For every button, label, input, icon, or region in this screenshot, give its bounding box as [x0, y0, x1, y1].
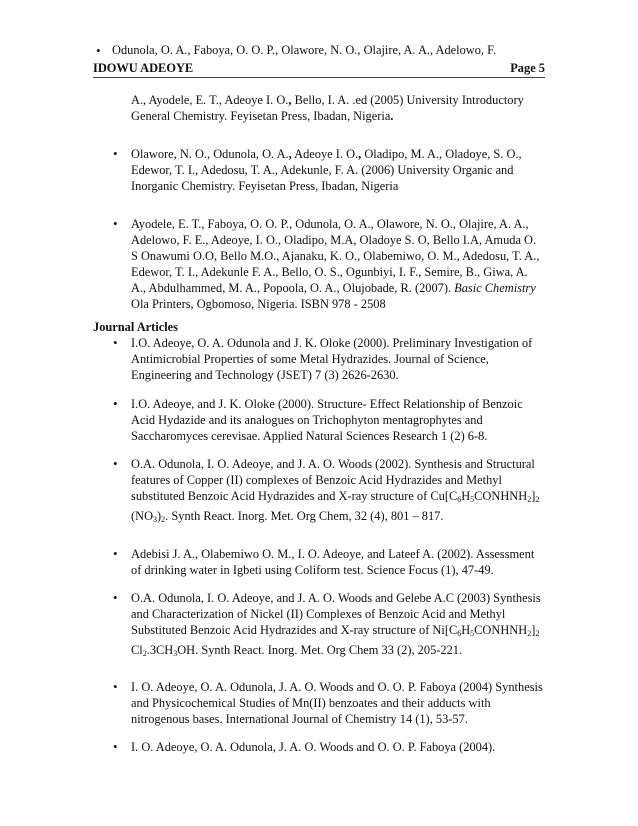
subscript: 2 — [527, 629, 532, 638]
entry-text: , — [288, 93, 292, 107]
header-name: IDOWU ADEOYE — [93, 61, 194, 75]
entry-text: O.A. Odunola, I. O. Adeoye, and J. A. O. Woods (2002). Synthesis and Structural features of Copper (II) complexes of Benzoic Acid Hydrazides and Methyl substituted Benzoic Acid Hydrazides and X-ray structure of Cu[C — [131, 457, 535, 503]
entry-text: , — [288, 147, 292, 161]
bullet-icon: • — [113, 456, 118, 471]
subscript: 2 — [142, 649, 147, 658]
book-title: Basic Chemistry — [454, 281, 536, 295]
page-number: Page 5 — [510, 61, 545, 75]
list-item — [131, 92, 544, 124]
list-item — [113, 456, 544, 528]
list-item — [113, 590, 544, 662]
entry-text: A., Ayodele, E. T., Adeoye I. O. — [131, 93, 289, 107]
entry-text: Cl — [131, 643, 143, 657]
subscript: 6 — [457, 495, 462, 504]
subscript: 2 — [527, 495, 532, 504]
entry-text: I.O. Adeoye, O. A. Odunola and J. K. Oloke (2000). Preliminary Investigation of Antimicrobial Properties of some Metal Hydrazides. Journal of Science, Engineering and Technology (JSET) 7 (3) 2626-2630. — [131, 336, 533, 382]
entry-text: Adebisi J. A., Olabemiwo O. M., I. O. Adeoye, and Lateef A. (2002). Assessment of drinking water in Igbeti using Coliform test. Science Focus (1), 47-49. — [131, 547, 535, 577]
entry-text: Bello, I. A. .ed (2005) University Introductory General Chemistry. Feyisetan Press, Ibadan, Nigeria — [131, 93, 524, 123]
entry-text: OH. Synth React. Inorg. Met. Org Chem 33 (2), 205-221. — [177, 643, 463, 657]
list-item — [96, 42, 542, 59]
bullet-icon: • — [113, 739, 118, 754]
bullet-icon: • — [113, 590, 118, 605]
entry-text: Adeoye I. O. — [291, 147, 359, 161]
subscript: 5 — [470, 629, 475, 638]
entry-text: I. O. Adeoye, O. A. Odunola, J. A. O. Woods and O. O. P. Faboya (2004) Synthesis and Physicochemical Studies of Mn(II) benzoates and their adducts with nitrogenous bases. International Journal of Chemistry 14 (1), 53-57. — [131, 680, 543, 726]
list-item — [113, 679, 544, 727]
entry-text: . — [390, 109, 394, 123]
entry-text: ] — [531, 489, 536, 503]
list-item — [113, 546, 544, 578]
entry-text: ] — [531, 623, 536, 637]
entry-text: .3CH — [146, 643, 174, 657]
bullet-icon: • — [113, 216, 118, 231]
subscript: 5 — [470, 495, 475, 504]
entry-text: H — [461, 489, 471, 503]
bullet-icon: • — [113, 146, 118, 161]
entry-text: , — [358, 147, 362, 161]
list-item — [113, 335, 544, 383]
bullet-icon: • — [113, 335, 118, 350]
list-item — [113, 146, 544, 194]
entry-text: (NO — [131, 509, 154, 523]
entry-text: Ola Printers, Ogbomoso, Nigeria. ISBN 978 - 2508 — [131, 297, 386, 311]
list-item — [113, 739, 544, 755]
section-title: Journal Articles — [93, 320, 179, 334]
subscript: 3 — [153, 515, 158, 524]
subscript: 2 — [161, 515, 166, 524]
entry-text: Olawore, N. O., Odunola, O. A. — [131, 147, 289, 161]
bullet-icon: • — [113, 679, 118, 694]
entry-text: CONHNH — [474, 489, 528, 503]
entry-text: H — [461, 623, 471, 637]
bullet-icon: • — [113, 396, 118, 411]
list-item — [113, 396, 544, 444]
entry-text: Oladipo, M. A., Oladoye, S. O., Edewor, T. I., Adedosu, T. A., Adekunle, F. A. (2006) University Organic and Inorganic Chemistry. Feyisetan Press, Ibadan, Nigeria — [131, 147, 522, 193]
entry-text: I.O. Adeoye, and J. K. Oloke (2000). Structure- Effect Relationship of Benzoic Acid Hydazide and its analogues on Trichophyton mentagrophytes and Saccharomyces cerevisae. Applied Natural Sciences Research 1 (2) 6-8. — [131, 397, 523, 443]
top-entry-text: Odunola, O. A., Faboya, O. O. P., Olawore, N. O., Olajire, A. A., Adelowo, F. — [112, 43, 497, 57]
entry-text: ) — [157, 509, 162, 523]
entry-text: Ayodele, E. T., Faboya, O. O. P., Odunola, O. A., Olawore, N. O., Olajire, A. A., Adelowo, F. E., Adeoye, I. O., Oladipo, M.A, Oladoye S. O, Bello I.A, Amuda O. S Onawumi O.O, Bello M.O., Ajanaku, K. O., Olabemiwo, O. M., Adedosu, T. A., Edewor, T. I., Adekunle F. A., Bello, O. S., Ogunbiyi, I. F., Semire, B., Giwa, A. A., Abdulhammed, M. A., Popoola, O. A., Olujobade, R. (2007). — [131, 217, 540, 295]
entry-text: CONHNH — [474, 623, 528, 637]
subscript: 3 — [173, 649, 178, 658]
bullet-icon: • — [113, 546, 118, 561]
bullet-icon: • — [96, 43, 101, 58]
entry-text: O.A. Odunola, I. O. Adeoye, and J. A. O. Woods and Gelebe A.C (2003) Synthesis and Characterization of Nickel (II) Complexes of Benzoic Acid and Methyl Substituted Benzoic Acid Hydrazides and X-ray structure of Ni[C — [131, 591, 541, 637]
entry-text: I. O. Adeoye, O. A. Odunola, J. A. O. Woods and O. O. P. Faboya (2004). — [131, 740, 496, 754]
page-header — [93, 60, 545, 78]
entry-text: . Synth React. Inorg. Met. Org Chem, 32 (4), 801 – 817. — [165, 509, 444, 523]
subscript: 2 — [535, 495, 540, 504]
subscript: 2 — [535, 629, 540, 638]
list-item — [113, 216, 544, 312]
subscript: 6 — [457, 629, 462, 638]
